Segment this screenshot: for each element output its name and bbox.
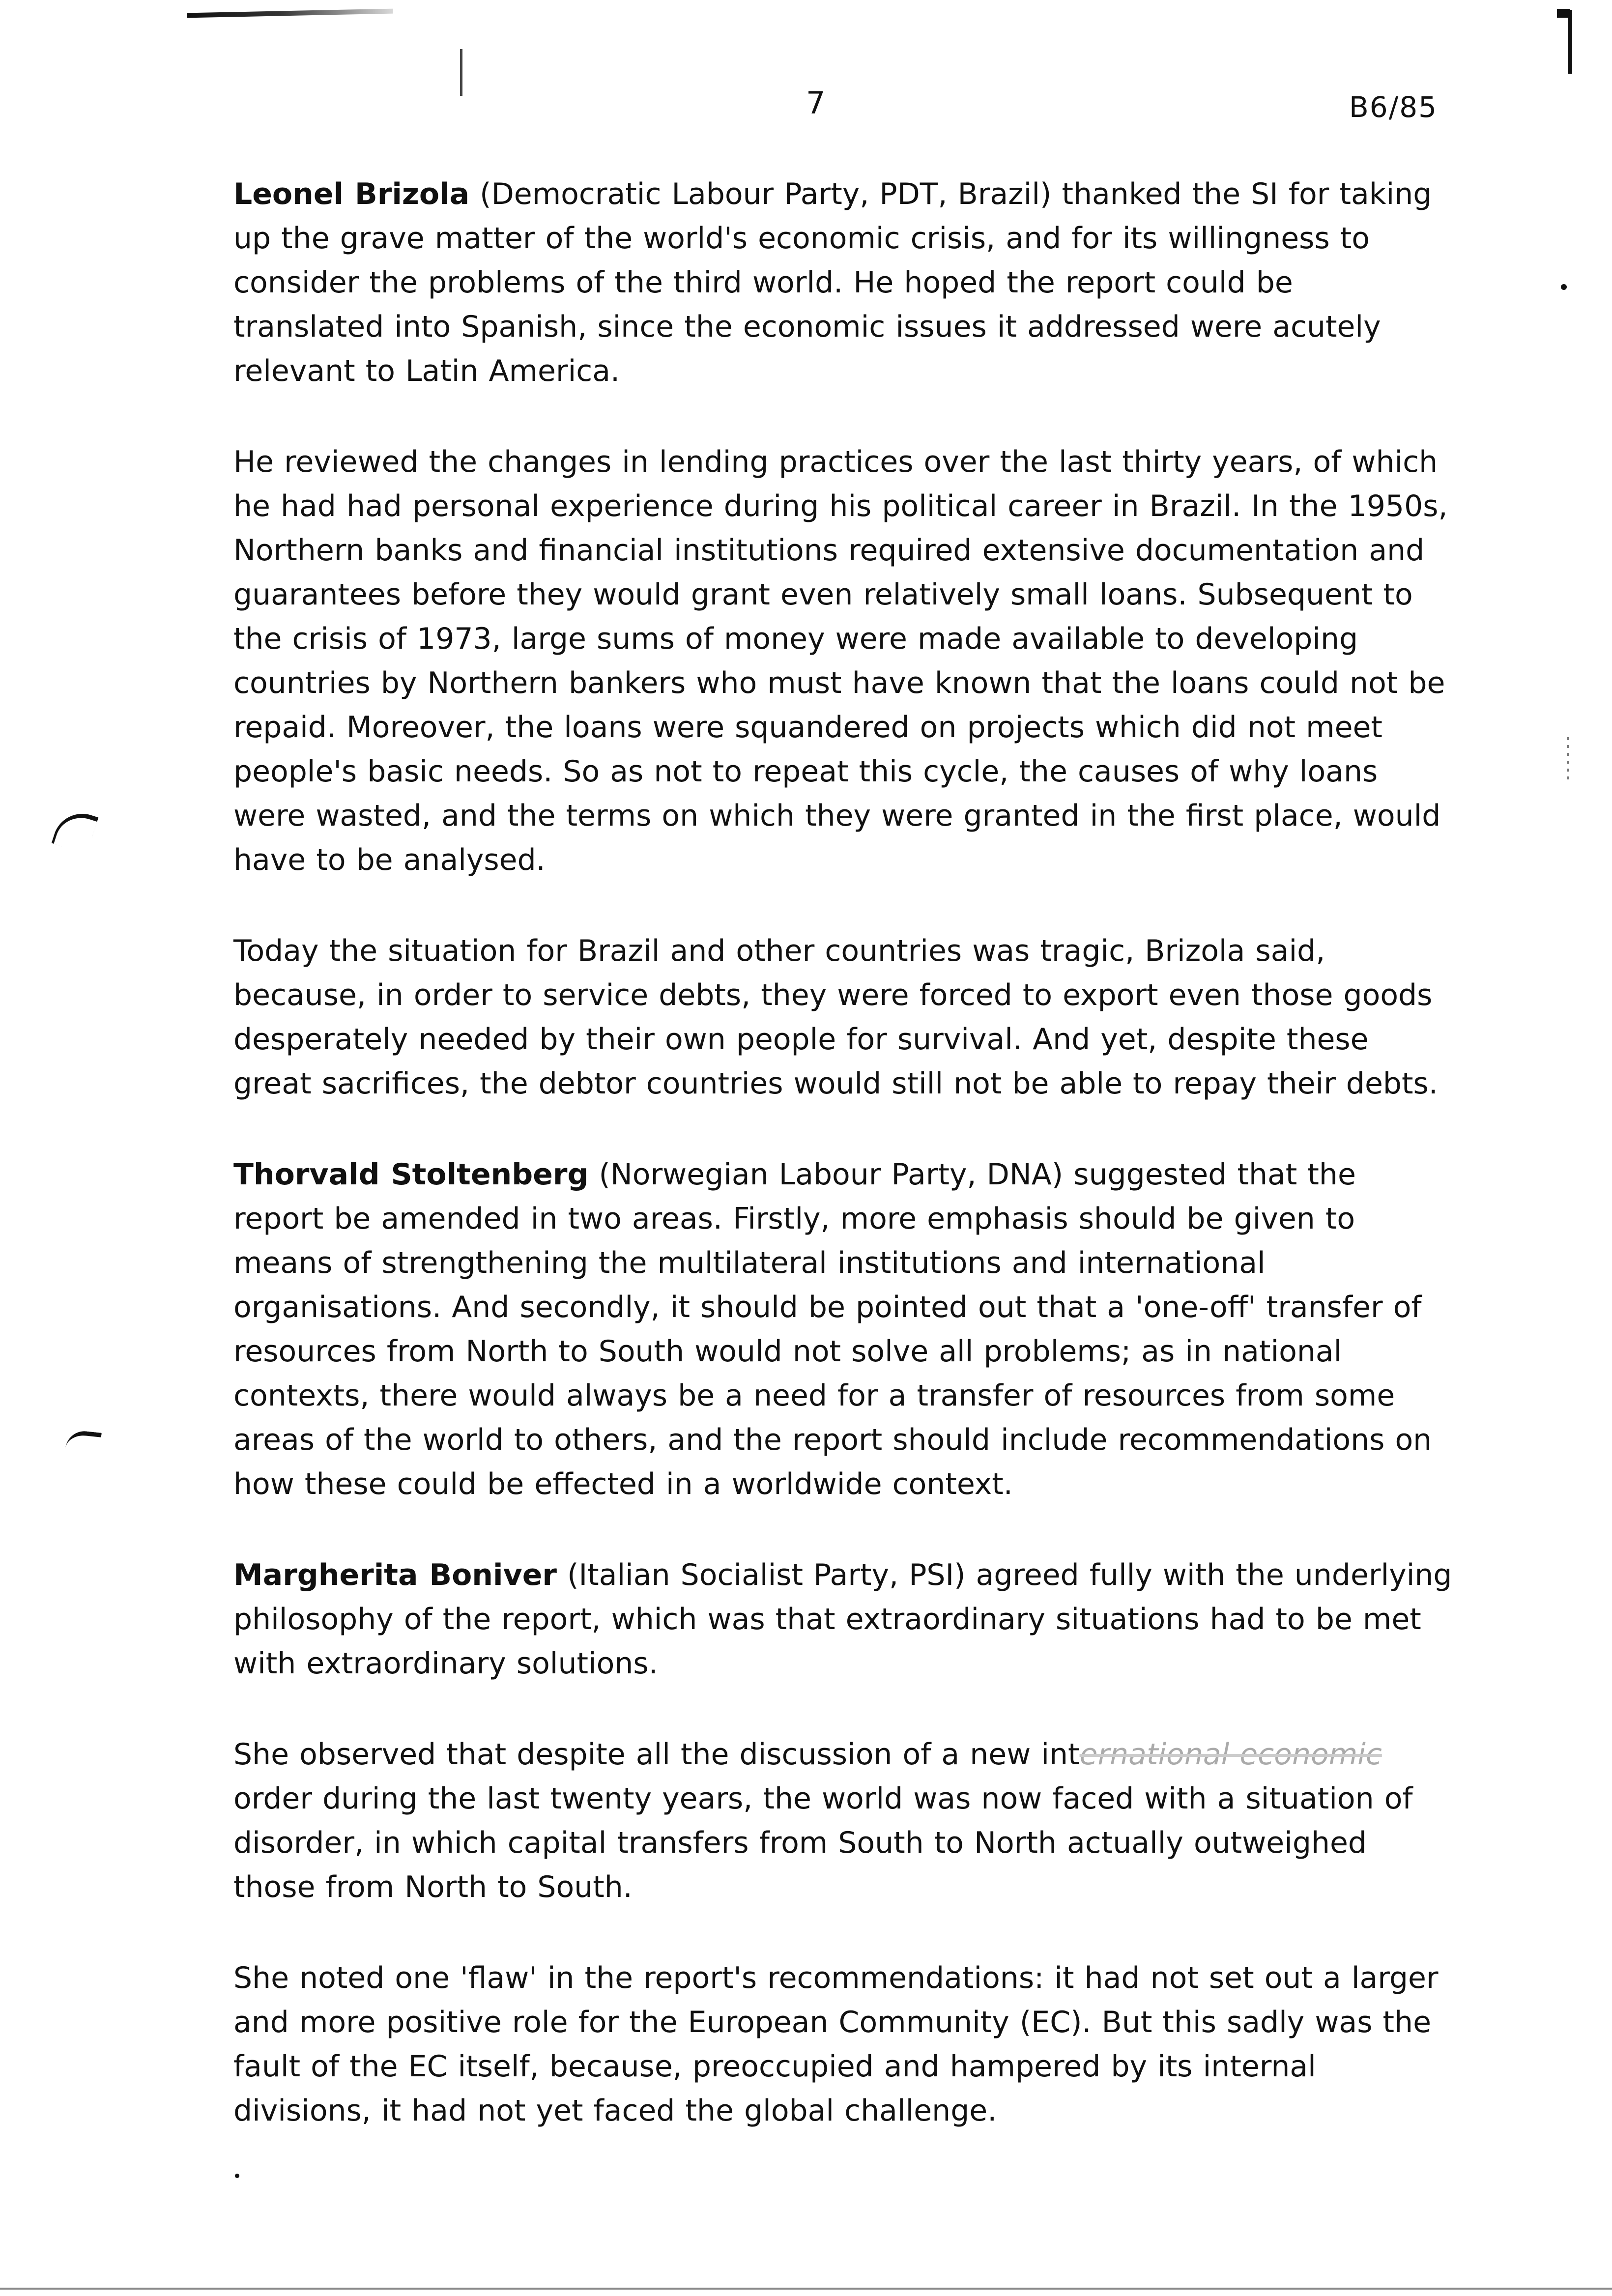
paragraph-text: (Norwegian Labour Party, DNA) suggested that the report be amended in two areas. Firstly, more emphasis should be given to means of strengthening the multilateral institutions and international organisations. And secondly, it should be pointed out that a 'one-off' transfer of resources from North to South would not solve all problems; as in national contexts, there would always be a need for a transfer of resources from some areas of the world to others, and the report should include recommendations on how these could be effected in a worldwide context. [233,1157,1432,1501]
paragraph [233,172,1452,393]
illegible-text: ernational economic [1079,1737,1382,1772]
paragraph-text: Today the situation for Brazil and other countries was tragic, Brizola said, because, in order to service debts, they were forced to export even those goods desperately needed by their own people for survival. And yet, despite these great sacrifices, the debtor countries would still not be able to repay their debts. [233,934,1438,1101]
scan-dots [1567,737,1569,781]
document-body [233,172,1452,2180]
paragraph-text: (Democratic Labour Party, PDT, Brazil) thanked the SI for taking up the grave matter of the world's economic crisis, and for its willingness to consider the problems of the third world. He hoped the report could be translated into Spanish, since the economic issues it addressed were acutely relevant to Latin America. [233,177,1432,388]
paragraph-text: She noted one 'flaw' in the report's recommendations: it had not set out a larger and more positive role for the European Community (EC). But this sadly was the fault of the EC itself, because, preoccupied and hampered by its internal divisions, it had not yet faced the global challenge. [233,1961,1439,2128]
speaker-name: Leonel Brizola [233,177,470,211]
bottom-edge [0,2288,1612,2290]
scan-dot [1561,284,1567,290]
page-number: 7 [806,85,826,121]
paragraph [233,1553,1452,1686]
paragraph [233,1956,1452,2133]
scan-line [460,49,462,96]
scan-mark-corner [74,0,128,20]
scan-streak [187,9,393,18]
speaker-name: Thorvald Stoltenberg [233,1157,589,1192]
speaker-name: Margherita Boniver [233,1558,557,1592]
paragraph [233,1152,1452,1506]
paragraph-text-continued: order during the last twenty years, the world was now faced with a situation of disorder, in which capital transfers from South to North actually outweighed those from North to South. [233,1781,1413,1904]
paragraph-text: (Italian Socialist Party, PSI) agreed fully with the underlying philosophy of the report, which was that extraordinary situations had to be met with extraordinary solutions. [233,1558,1452,1681]
paragraph-text: He reviewed the changes in lending practices over the last thirty years, of which he had had personal experience during his political career in Brazil. In the 1950s, Northern banks and financial institutions required extensive documentation and guarantees before they would grant even relatively small loans. Subsequent to the crisis of 1973, large sums of money were made available to developing countries by Northern bankers who must have known that the loans could not be repaid. Moreover, the loans were squandered on projects which did not meet people's basic needs. So as not to repeat this cycle, the causes of why loans were wasted, and the terms on which they were granted in the first place, would have to be analysed. [233,445,1448,877]
paragraph [233,929,1452,1106]
scan-mark-right-bar [1568,10,1572,74]
paragraph [233,440,1452,882]
punch-hole-mark [65,1429,102,1452]
document-reference: B6/85 [1349,90,1438,124]
punch-hole-mark [52,806,99,854]
paragraph-text: She observed that despite all the discussion of a new int [233,1737,1080,1772]
paragraph [233,1732,1452,1909]
